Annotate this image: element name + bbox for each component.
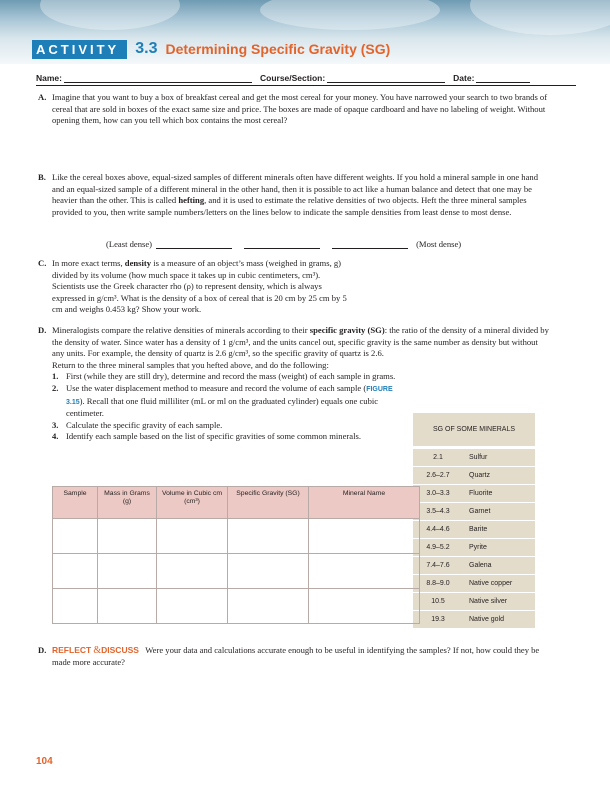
sg-mineral: Galena: [469, 561, 492, 569]
table-cell[interactable]: [53, 589, 98, 624]
section-d-steps: [52, 371, 402, 443]
sg-row: [413, 502, 535, 519]
table-cell[interactable]: [228, 554, 309, 589]
table-cell[interactable]: [98, 589, 157, 624]
density-ranking-row: [106, 239, 506, 249]
section-a-text: Imagine that you want to buy a box of breakfast cereal and get the most cereal for your money. You have narrowed your search to two brands of cereal that are sold in boxes of the exact same size and price. The boxes are made of opaque cardboard and have no labeling of weight. Without opening them, how can you tell which box contains the most cereal?: [52, 92, 548, 126]
section-b-text-1: Like the cereal boxes above, equal-sized samples of different minerals often have different weights. If you hold a mineral sample in one hand and an equal-sized sample of a different mineral in the other hand, then it is possible to act like a human balance and detect that one may be heavier than the other. This is called: [52, 172, 539, 206]
sg-value: 3.0–3.3: [426, 489, 450, 497]
section-d-return: Return to the three mineral samples that you hefted above, and do the following:: [52, 359, 329, 370]
section-a: [38, 92, 552, 127]
reflect-amp: &: [93, 645, 102, 656]
step-1: 1. First (while they are still dry), determine and record the mass (weight) of each sample in grams.: [52, 371, 396, 382]
sg-row: [413, 592, 535, 609]
col-mineral: Mineral Name: [309, 487, 420, 519]
table-cell[interactable]: [228, 519, 309, 554]
step-3: 3. Calculate the specific gravity of each sample.: [52, 419, 223, 430]
most-dense-label: (Most dense): [416, 239, 462, 249]
table-cell[interactable]: [157, 519, 228, 554]
table-cell[interactable]: [98, 519, 157, 554]
section-d-letter: D.: [38, 325, 47, 335]
table-cell[interactable]: [309, 589, 420, 624]
rank-blank-1[interactable]: [156, 240, 232, 249]
sg-row: [413, 574, 535, 591]
col-sg: Specific Gravity (SG): [228, 487, 309, 519]
rank-blank-3[interactable]: [332, 240, 408, 249]
name-label: Name:: [36, 73, 62, 83]
section-c-letter: C.: [38, 258, 47, 268]
sg-mineral: Fluorite: [469, 489, 493, 497]
name-field[interactable]: [64, 73, 252, 83]
sg-value: 4.4–4.6: [426, 525, 450, 533]
sg-value: 2.1: [433, 453, 443, 461]
sg-value: 8.8–9.0: [426, 579, 450, 587]
student-info-row: [36, 73, 576, 83]
section-d-text-2: : the ratio of the density of a mineral divided by the density of water. Since water has a density of 1 g/cm³, and the units cancel out, specific gravity is the same number as density but without any units. For example, the density of quartz is 2.6 g/cm³, so the specific gravity of quartz is 2.6.: [52, 325, 549, 359]
sg-mineral: Quartz: [469, 471, 491, 479]
col-volume: Volume in Cubic cm (cm³): [157, 487, 228, 519]
sg-row: [413, 484, 535, 501]
data-table: [52, 486, 420, 624]
section-a-letter: A.: [38, 92, 47, 102]
table-cell[interactable]: [157, 589, 228, 624]
sg-table-title: SG OF SOME MINERALS: [413, 413, 535, 448]
table-row: [53, 589, 420, 624]
discuss-label: DISCUSS: [101, 645, 139, 655]
course-field[interactable]: [327, 73, 445, 83]
page-number: 104: [36, 756, 53, 767]
section-b: [38, 172, 552, 218]
sg-value: 7.4–7.6: [426, 561, 450, 569]
section-d-text-1: Mineralogists compare the relative densities of minerals according to their: [52, 325, 308, 335]
table-cell[interactable]: [157, 554, 228, 589]
table-cell[interactable]: [53, 519, 98, 554]
sg-row: [413, 556, 535, 573]
reflect-discuss: [38, 645, 552, 668]
col-mass: Mass in Grams (g): [98, 487, 157, 519]
sg-value: 4.9–5.2: [426, 543, 450, 551]
sg-mineral: Barite: [469, 525, 488, 533]
table-cell[interactable]: [309, 554, 420, 589]
sg-mineral: Pyrite: [469, 543, 487, 551]
sg-value: 10.5: [431, 597, 445, 605]
section-d-term: specific gravity (SG): [309, 325, 385, 335]
reflect-text: Were your data and calculations accurate enough to be useful in identifying the samples? If not, how could they be made more accurate?: [52, 645, 540, 667]
step-4: 4. Identify each sample based on the list of specific gravities of some common minerals.: [52, 431, 361, 442]
sg-mineral: Sulfur: [469, 453, 488, 461]
activity-label: ACTIVITY: [32, 40, 127, 59]
section-b-letter: B.: [38, 172, 46, 182]
sg-row: [413, 610, 535, 627]
activity-header: [32, 38, 390, 60]
date-field[interactable]: [476, 73, 530, 83]
sg-row: [413, 448, 535, 465]
activity-number: 3.3: [135, 40, 158, 57]
col-sample: Sample: [53, 487, 98, 519]
step-2: 2. Use the water displacement method to measure and record the volume of each sample (FIGURE 3.15). Recall that one fluid milliliter (mL or ml on the graduated cylinder) equals one cubic centimeter.: [52, 382, 393, 419]
rank-blank-2[interactable]: [244, 240, 320, 249]
sg-value: 3.5–4.3: [426, 507, 450, 515]
activity-title: Determining Specific Gravity (SG): [165, 41, 391, 57]
sg-row: [413, 538, 535, 555]
reflect-letter: D.: [38, 645, 47, 655]
sg-row: [413, 520, 535, 537]
table-cell[interactable]: [228, 589, 309, 624]
section-c-text-1: In more exact terms,: [52, 258, 123, 268]
sg-mineral: Garnet: [469, 507, 491, 515]
sg-row: [413, 466, 535, 483]
course-label: Course/Section:: [259, 73, 326, 83]
header-rule: [36, 85, 576, 86]
table-cell[interactable]: [53, 554, 98, 589]
section-b-term: hefting: [178, 195, 205, 206]
sg-mineral: Native silver: [469, 597, 508, 605]
section-c-text-2: is a measure of an object’s mass (weighed in grams, g) divided by its volume (how much space it takes up in cubic centimeters, cm³). Scientists use the Greek character rho (ρ) to represent density, which is always expressed in g/cm³. What is the density of a box of cereal that is 20 cm by 25 cm by 5 cm and weighs 0.453 kg? Show your work.: [52, 258, 347, 315]
sg-minerals-table: [413, 413, 535, 628]
table-cell[interactable]: [309, 519, 420, 554]
reflect-label: REFLECT: [52, 645, 92, 655]
table-row: [53, 519, 420, 554]
sg-mineral: Native gold: [469, 615, 505, 623]
table-cell[interactable]: [98, 554, 157, 589]
sg-value: 19.3: [431, 615, 445, 623]
section-c-term: density: [124, 258, 152, 268]
figure-reference-link[interactable]: FIGURE 3.15: [66, 385, 393, 406]
least-dense-label: (Least dense): [106, 239, 153, 249]
section-c: [38, 258, 352, 316]
sg-value: 2.6–2.7: [426, 471, 450, 479]
table-row: [53, 554, 420, 589]
section-b-text-2: , and it is used to estimate the relative densities of two objects. Heft the three mineral samples provided to you, then write sample numbers/letters on the lines below to indicate the sample densities from least dense to most dense.: [52, 195, 527, 217]
sg-mineral: Native copper: [469, 579, 513, 587]
date-label: Date:: [453, 73, 475, 83]
